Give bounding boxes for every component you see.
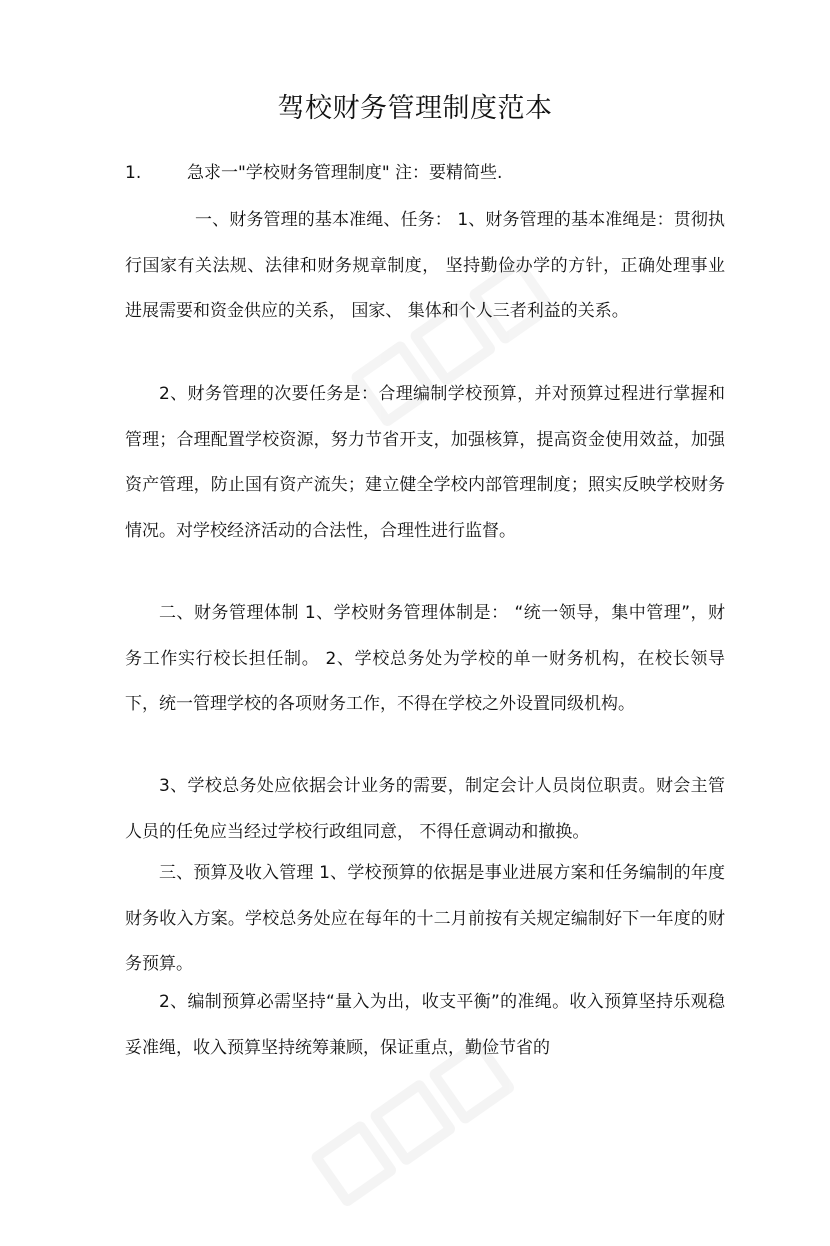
list-item-number: 1. bbox=[125, 163, 142, 183]
list-item-text: 急求一"学校财务管理制度" 注：要精简些. bbox=[187, 163, 503, 183]
paragraph: 一、财务管理的基本准绳、任务： 1、财务管理的基本准绳是：贯彻执行国家有关法规、法律和财务规章制度， 坚持勤俭办学的方针，正确处理事业进展需要和资金供应的关系， 国家、 集体和个人三者利益的关系。 bbox=[125, 210, 725, 321]
paragraph: 三、预算及收入管理 1、学校预算的依据是事业进展方案和任务编制的年度财务收入方案。学校总务处应在每年的十二月前按有关规定编制好下一年度的财务预算。 bbox=[125, 863, 725, 974]
list-item bbox=[125, 155, 502, 191]
paragraph: 二、财务管理体制 1、学校财务管理体制是： “统一领导，集中管理”，财务工作实行校长担任制。 2、学校总务处为学校的单一财务机构，在校长领导下，统一管理学校的各项财务工作，不得在学校之外设置同级机构。 bbox=[125, 603, 725, 714]
paragraph: 2、财务管理的次要任务是：合理编制学校预算，并对预算过程进行掌握和管理；合理配置学校资源，努力节省开支，加强核算，提高资金使用效益，加强资产管理，防止国有资产流失；建立健全学校内部管理制度；照实反映学校财务情况。对学校经济活动的合法性，合理性进行监督。 bbox=[125, 384, 725, 541]
paragraph: 2、编制预算必需坚持“量入为出，收支平衡”的准绳。收入预算坚持乐观稳妥准绳，收入预算坚持统筹兼顾，保证重点，勤俭节省的 bbox=[125, 992, 725, 1058]
paragraph: 3、学校总务处应依据会计业务的需要，制定会计人员岗位职责。财会主管人员的任免应当经过学校行政组同意， 不得任意调动和撤换。 bbox=[125, 776, 725, 842]
document-title: 驾校财务管理制度范本 bbox=[277, 93, 553, 124]
